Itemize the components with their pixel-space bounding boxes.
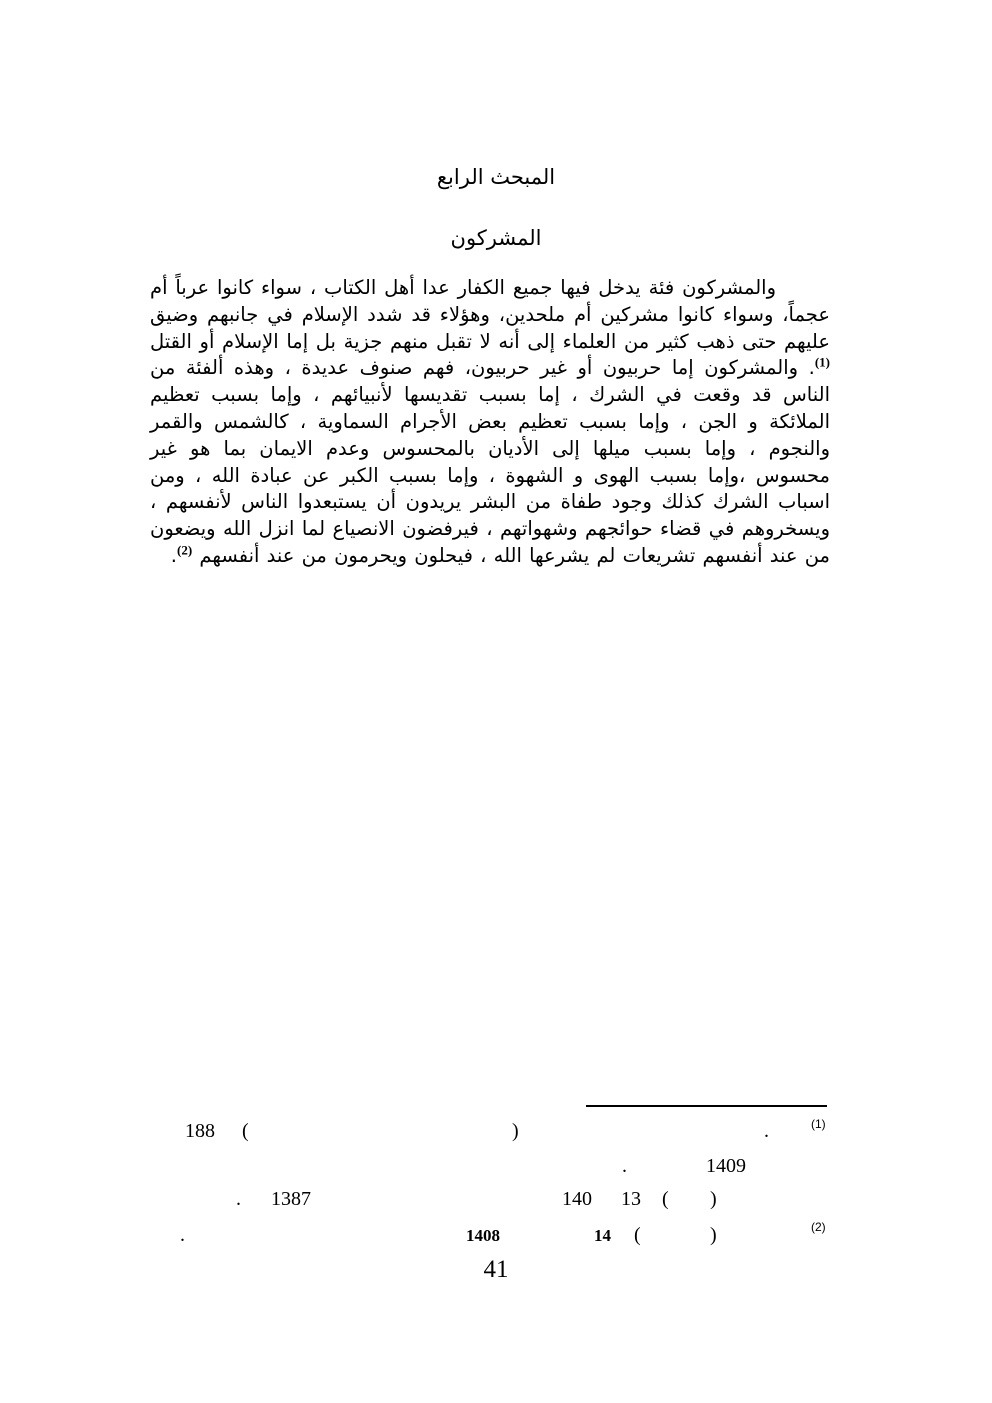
footnote-1-fragment: ): [710, 1188, 717, 1210]
footnote-2-fragment: ): [710, 1224, 717, 1246]
footnote-1-fragment: (: [242, 1120, 249, 1142]
footnote-1-fragment: 140: [562, 1188, 592, 1210]
footnote-1-fragment: 188: [185, 1120, 215, 1142]
footnote-1-fragment: (: [662, 1188, 669, 1210]
footnote-2-fragment: 1408: [466, 1226, 500, 1245]
chapter-heading: المبحث الرابع: [436, 165, 556, 189]
footnote-1-fragment: .: [236, 1188, 241, 1210]
body-paragraph: [150, 275, 830, 570]
footnote-1-fragment: 13: [621, 1188, 641, 1210]
footnote-2-fragment: 14: [594, 1226, 611, 1245]
footnote-1-fragment: .: [764, 1120, 769, 1142]
footnote-ref-1: (1): [814, 354, 830, 370]
section-title: المشركون: [450, 226, 542, 250]
footnote-separator: [586, 1105, 827, 1107]
footnote-ref-2: (2): [176, 542, 193, 558]
page-number: 41: [483, 1256, 509, 1283]
paragraph-text-part2: . والمشركون إما حربيون أو غير حربيون، فهم صنوف عديدة ، وهذه ألفئة من الناس قد وقعت في الشرك ، إما بسبب تقديسها لأنبيائهم ، وإما بسبب تعظيم الملائكة و الجن ، وإما بسبب تعظيم بعض الأجرام السماوية ، كالشمس والقمر والنجوم ، وإما بسبب ميلها إلى الأديان بالمحسوس وعدم الايمان بما هو غير محسوس ،وإما بسبب الهوى و الشهوة ، وإما بسبب الكبر عن عبادة الله ، ومن اسباب الشرك كذلك وجود طفاة من البشر يريدون أن يستبعدوا الناس لأنفسهم ، ويسخروهم في قضاء حوائجهم وشهواتهم ، فيرفضون الانصياع لما انزل الله ويضعون من عند أنفسهم تشريعات لم يشرعها الله ، فيحلون ويحرمون من عند أنفسهم: [150, 356, 830, 567]
footnote-2-fragment: (: [634, 1224, 641, 1246]
footnote-1-fragment: 1409: [706, 1155, 746, 1177]
footnote-1-fragment: 1387: [271, 1188, 311, 1210]
footnote-marker-2: (2): [811, 1220, 826, 1234]
footnote-marker-1: (1): [811, 1117, 826, 1131]
footnote-1-fragment: .: [622, 1155, 627, 1177]
footnote-1-fragment: ): [512, 1120, 519, 1142]
paragraph-end: .: [170, 543, 177, 567]
paragraph-text-part1: والمشركون فئة يدخل فيها جميع الكفار عدا أهل الكتاب ، سواء كانوا عرباً أم عجماً، وسواء كانوا مشركين أم ملحدين، وهؤلاء قد شدد الإسلام في جانبهم وضيق عليهم حتى ذهب كثير من العلماء إلى أنه لا تقبل منهم جزية بل إما الإسلام أو القتل: [150, 276, 830, 353]
footnote-2-fragment: .: [180, 1224, 185, 1246]
